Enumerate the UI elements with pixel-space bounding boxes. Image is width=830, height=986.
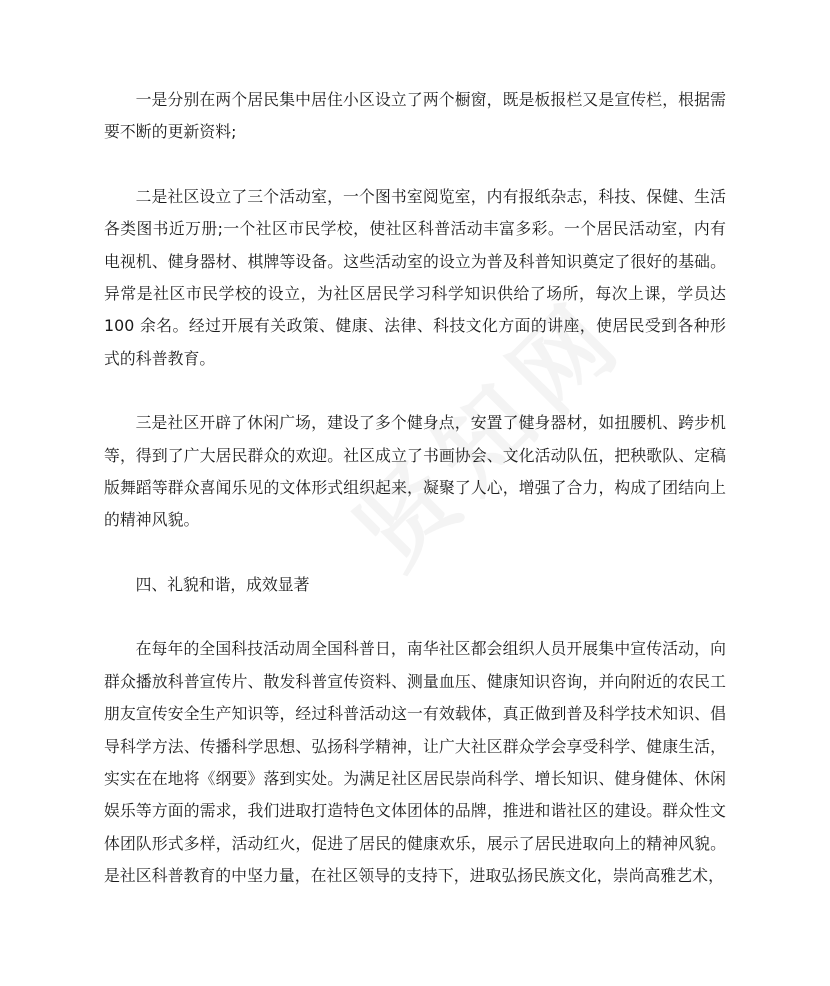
paragraph-spacer [104,537,726,569]
paragraph-1: 一是分别在两个居民集中居住小区设立了两个橱窗，既是板报栏又是宣传栏，根据需要不断的更新资料; [104,90,726,142]
paragraph-spacer [104,601,726,633]
paragraph-3: 三是社区开辟了休闲广场，建设了多个健身点，安置了健身器材，如扭腰机、跨步机等，得到了广大居民群众的欢迎。社区成立了书画协会、文化活动队伍，把秧歌队、定稿版舞蹈等群众喜闻乐见的文体形式组织起来，凝聚了人心，增强了合力，构成了团结向上的精神风貌。 [104,413,726,530]
section-heading: 四、礼貌和谐，成效显著 [135,574,310,594]
paragraph-spacer [104,375,726,407]
paragraph-2: 二是社区设立了三个活动室，一个图书室阅览室，内有报纸杂志，科技、保健、生活各类图书近万册;一个社区市民学校，使社区科普活动丰富多彩。一个居民活动室，内有电视机、健身器材、棋牌等设备。这些活动室的设立为普及科普知识奠定了很好的基础。异常是社区市民学校的设立，为社区居民学习科学知识供给了场所，每次上课，学员达 100 余名。经过开展有关政策、健康、法律、科技文化方面的讲座，使居民受到各种形式的科普教育。 [104,186,726,368]
paragraph-4: 在每年的全国科技活动周全国科普日，南华社区都会组织人员开展集中宣传活动，向群众播放科普宣传片、散发科普宣传资料、测量血压、健康知识咨询，并向附近的农民工朋友宣传安全生产知识等，经过科普活动这一有效载体，真正做到普及科学技术知识、倡导科学方法、传播科学思想、弘扬科学精神，让广大社区群众学会享受科学、健康生活，实实在在地将《纲要》落到实处。为满足社区居民崇尚科学、增长知识、健身健体、休闲娱乐等方面的需求，我们进取打造特色文体团体的品牌，推进和谐社区的建设。群众性文体团队形式多样，活动红火，促进了居民的健康欢乐，展示了居民进取向上的精神风貌。是社区科普教育的中坚力量，在社区领导的支持下，进取弘扬民族文化，崇尚高雅艺术， [104,639,726,886]
paragraph-spacer [104,149,726,181]
document-body [104,84,726,893]
